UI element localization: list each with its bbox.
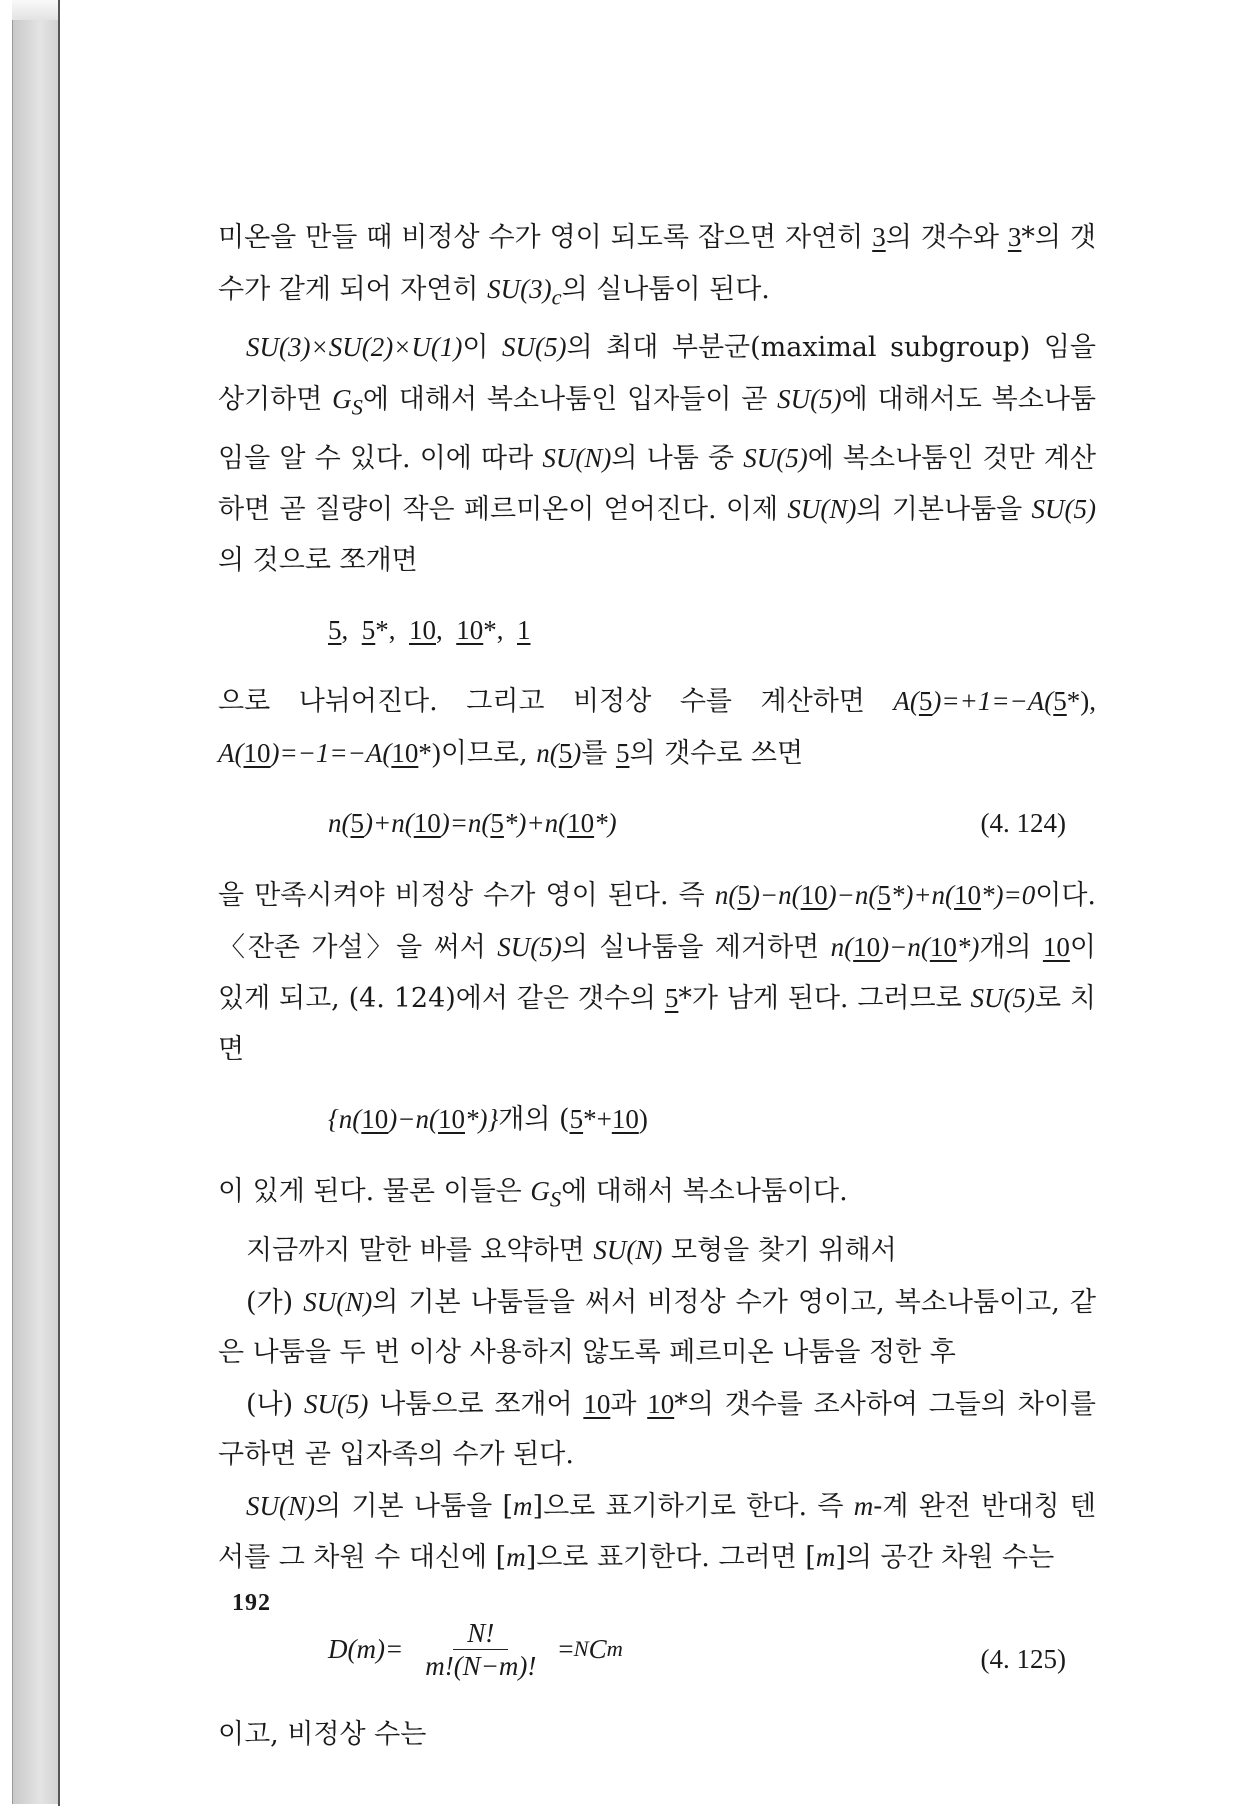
book-spine-edge	[12, 20, 59, 1804]
paragraph-8: (나) SU(5) 나툼으로 쪼개어 10과 10*의 갯수를 조사하여 그들의 차이를 구하면 곧 입자족의 수가 된다.	[218, 1388, 1096, 1471]
paragraph-10: 이고, 비정상 수는	[218, 1718, 427, 1750]
paragraph-9: SU(N)의 기본 나툼을 [m]으로 표기하기로 한다. 즉 m-계 완전 반대칭 텐서를 그 차원 수 대신에 [m]으로 표기한다. 그러면 [m]의 공간 차원 수는	[218, 1490, 1096, 1574]
equation-family-count: {n(10)−n(10*)}개의 (5*+10)	[328, 1104, 648, 1136]
equation-4-125: D(m)= $\frac{N!}{m!(N-m)!}$ = N C m (4. 125)	[218, 1620, 1096, 1680]
equation-number: (4. 124)	[980, 808, 1066, 839]
paragraph-6: 지금까지 말한 바를 요약하면 SU(N) 모형을 찾기 위해서	[246, 1235, 897, 1267]
paragraph-7: (가) SU(N)의 기본 나툼들을 써서 비정상 수가 영이고, 복소나툼이고, 같은 나툼을 두 번 이상 사용하지 않도록 페르미온 나툼을 정한 후	[218, 1286, 1096, 1369]
paragraph-3: 으로 나뉘어진다. 그리고 비정상 수를 계산하면 A(5)=+1=−A(5*), A(10)=−1=−A(10*)이므로, n(5)를 5의 갯수로 쓰면	[218, 686, 1096, 769]
paragraph-2: SU(3)×SU(2)×U(1)이 SU(5)의 최대 부분군(maximal subgroup) 임을 상기하면 $G_S$에 대해서 복소나툼인 입자들이 곧 SU(5)에 대해서도 복소나툼임을 알 수 있다. 이에 따라 SU(N)의 나툼 중 SU(5)에 복소나툼인 것만 계산하면 곧 질량이 작은 페르미온이 얻어진다. 이제 SU(N)의 기본나툼을 SU(5)의 것으로 쪼개면	[218, 332, 1096, 576]
page-text	[218, 212, 1096, 1760]
paragraph-1: 미온을 만들 때 비정상 수가 영이 되도록 잡으면 자연히 3의 갯수와 3*의 갯수가 같게 되어 자연히 $SU(3)_c$의 실나툼이 된다.	[218, 222, 1097, 309]
equation-number: (4. 125)	[980, 1643, 1066, 1674]
page-number: 192	[232, 1590, 271, 1616]
equation-4-124: n(5)+n(10)=n(5*)+n(10*) (4. 124)	[218, 803, 1096, 844]
representation-list: 5, 5*, 10, 10*, 1	[328, 615, 531, 646]
paragraph-5: 이 있게 된다. 물론 이들은 $G_S$에 대해서 복소나툼이다.	[218, 1176, 848, 1212]
paragraph-4: 을 만족시켜야 비정상 수가 영이 된다. 즉 n(5)−n(10)−n(5*)+n(10*)=0이다. 〈잔존 가설〉을 써서 SU(5)의 실나툼을 제거하면 n(10)−n(10*)개의 10이 있게 되고, (4. 124)에서 같은 갯수의 5*가 남게 된다. 그러므로 SU(5)로 치면	[218, 880, 1096, 1065]
book-spine-top	[12, 0, 60, 22]
fraction: $\frac{N!}{m!(N-m)!}$	[425, 1618, 537, 1682]
